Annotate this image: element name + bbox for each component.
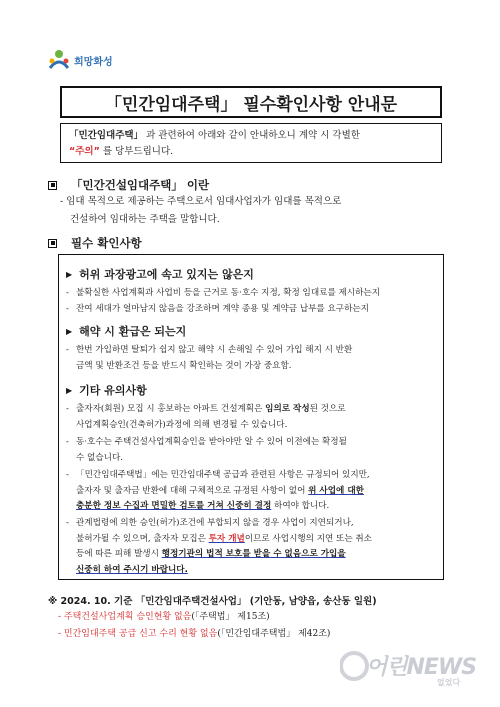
notice-part4: 를 당부드립니다. — [99, 146, 174, 157]
square-bullet-icon — [48, 239, 57, 248]
section-heading-definition — [48, 177, 209, 193]
notice-part1: 「민간임대주택」 — [69, 130, 144, 141]
page-title-box — [60, 86, 442, 118]
logo-mark-icon — [46, 48, 72, 72]
square-bullet-icon — [48, 181, 57, 190]
definition-line1: - 임대 목적으로 제공하는 주택으로서 임대사업자가 임대를 목적으로 — [60, 196, 342, 207]
list-item: - 동·호수는 주택건설사업계획승인을 받아야만 알 수 있어 이전에는 확정될 수 없습니다. — [66, 437, 347, 463]
list-item: - 불확실한 사업계획과 사업비 등을 근거로 동·호수 지정, 확정 임대료를 제시하는지 — [66, 288, 381, 298]
footer-line-1: - 주택건설사업계획 승인현황 없음(「주택법」 제15조) — [58, 612, 270, 622]
section-heading-checklist — [48, 235, 142, 251]
logo-text: 희망화성 — [74, 56, 113, 68]
section-heading-text: 「민간건설임대주택」 이란 — [71, 178, 210, 192]
notice-part2: 과 관련하여 아래와 같이 안내하오니 계약 시 각별한 — [143, 130, 360, 141]
sub-heading-other: ▶ 기타 유의사항 — [66, 382, 147, 398]
notice-box — [60, 123, 442, 163]
list-item: - 출자자(회원) 모집 시 홍보하는 아파트 건설계획은 임의로 작성된 것으로 사업계획승인(건축허가)과정에 의해 변경될 수 있습니다. — [66, 404, 346, 430]
footer-heading: ※ 2024. 10. 기준 「민간임대주택건설사업」 (기안동, 남양읍, 송산동 일원) — [48, 596, 377, 607]
footer-line-2: - 민간임대주택 공급 신고 수리 현황 없음(「민간임대주택법」 제42조) — [58, 629, 331, 639]
watermark-text: 어린NEWS — [366, 655, 477, 680]
list-item: - 관계법령에 의한 승인(허가)조건에 부합되지 않을 경우 사업이 지연되거나, 불허가될 수 있으며, 출자자 모집은 투자 개념이므로 사업시행의 지연 또는 취소 등에 따른 피해 발생시 행정기관의 법적 보호를 받을 수 없음으로 가입을 신중히 하여 주시기 바랍니다. — [66, 518, 372, 575]
list-item: - 잔여 세대가 얼마남지 않음을 강조하며 계약 종용 및 계약금 납부를 요구하는지 — [66, 304, 369, 314]
sub-heading-refund: ▶ 해약 시 환급은 되는지 — [66, 323, 186, 339]
definition-line2: 건설하여 임대하는 주택을 말합니다. — [70, 214, 220, 225]
page-title: 「민간임대주택」 필수확인사항 안내문 — [104, 94, 398, 115]
hwaseong-logo — [46, 48, 126, 72]
section-heading-text: 필수 확인사항 — [71, 236, 142, 250]
notice-caution: “주의” — [69, 146, 100, 157]
list-item: - 「민간임대주택법」에는 민간임대주택 공급과 관련된 사항은 규정되어 있지만, 출자자 및 출자금 반환에 대해 구체적으로 규정된 사항이 없어 위 사업에 대한 충분한 정보 수집과 면밀한 검토를 거쳐 신중히 결정 하여야 합니다. — [66, 470, 370, 511]
sub-heading-false-ads: ▶ 허위 과장광고에 속고 있지는 않은지 — [66, 266, 254, 282]
watermark-sub: 없었다 — [437, 678, 461, 687]
list-item: - 한번 가입하면 탈퇴가 쉽지 않고 해약 시 손해일 수 있어 가입 해지 시 반환 금액 및 반환조건 등을 반드시 확인하는 것이 가장 중요함. — [66, 345, 353, 371]
